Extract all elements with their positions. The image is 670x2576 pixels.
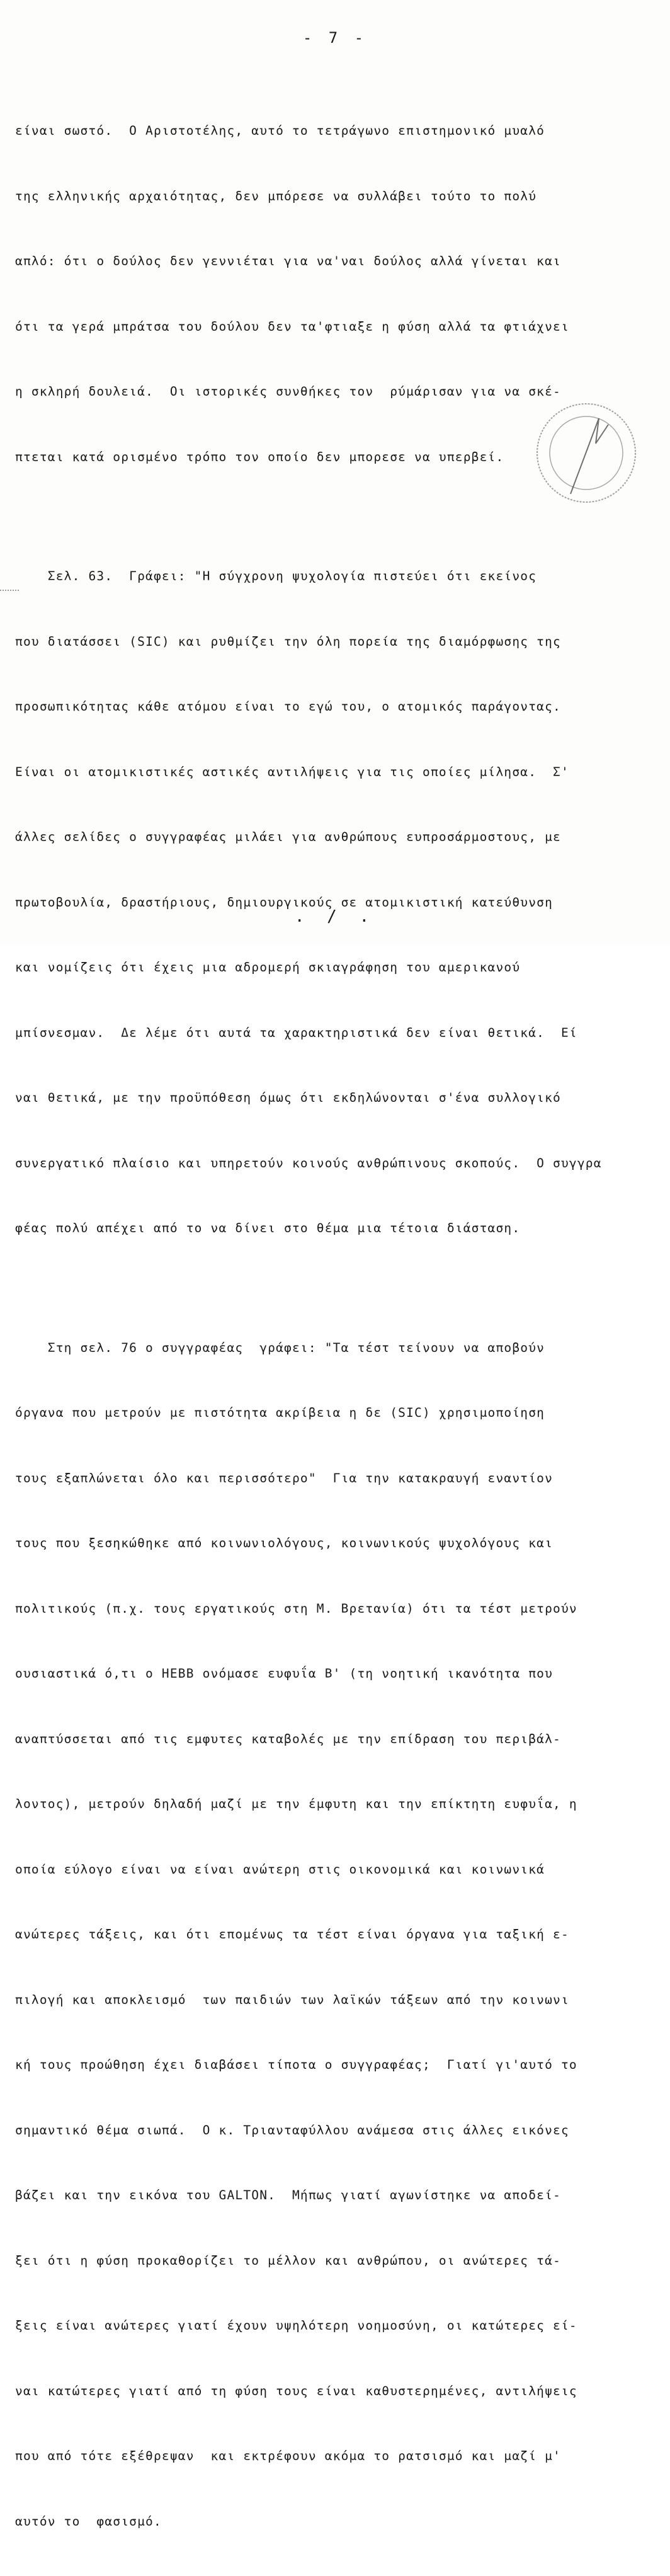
text-line: ουσιαστικά ό,τι ο HEBB ονόμασε ευφυΐα Β' (τη νοητική ικανότητα που	[15, 1666, 554, 1681]
scan-margin-mark	[0, 590, 19, 596]
text-line: φέας πολύ απέχει από το να δίνει στο θέμα μια τέτοια διάσταση.	[15, 1221, 521, 1235]
text-line: Σελ. 63. Γράφει: "Η σύγχρονη ψυχολογία πιστεύει ότι εκείνος	[15, 569, 537, 583]
text-line: πολιτικούς (π.χ. τους εργατικούς στη Μ. Βρετανία) ότι τα τέστ μετρούν	[15, 1601, 577, 1616]
text-line: μπίσνεσμαν. Δε λέμε ότι αυτά τα χαρακτηριστικά δεν είναι θετικά. Εί	[15, 1025, 577, 1040]
text-line: ξεις είναι ανώτερες γιατί έχουν υψηλότερη νοημοσύνη, οι κατώτερες εί-	[15, 2318, 577, 2333]
text-line: Είναι οι ατομικιστικές αστικές αντιλήψεις για τις οποίες μίλησα. Σ'	[15, 764, 569, 779]
text-line: ξει ότι η φύση προκαθορίζει το μέλλον και ανθρώπου, οι ανώτερες τά-	[15, 2253, 561, 2268]
text-line: πτεται κατά ορισμένο τρόπο τον οποίο δεν μπορεσε να υπερβεί.	[15, 449, 504, 464]
text-line: τους που ξεσηκώθηκε από κοινωνιολόγους, κοινωνικούς ψυχολόγους και	[15, 1536, 554, 1550]
text-line: άλλες σελίδες ο συγγραφέας μιλάει για ανθρώπους ευπροσάρμοστους, με	[15, 830, 561, 844]
text-line: όργανα που μετρούν με πιστότητα ακρίβεια η δε (SIC) χρησιμοποίηση	[15, 1405, 545, 1420]
text-line: πρωτοβουλία, δραστήριους, δημιουργικούς σε ατομικιστική κατεύθυνση	[15, 895, 554, 910]
text-line: που από τότε εξέθρεψαν και εκτρέφουν ακόμα το ρατσισμό και μαζί μ'	[15, 2449, 561, 2463]
text-line: βάζει και την εικόνα του GALTON. Μήπως γιατί αγωνίστηκε να αποδεί-	[15, 2188, 561, 2202]
text-line: οποία εύλογο είναι να είναι ανώτερη στις οικονομικά και κοινωνικά	[15, 1862, 545, 1877]
text-line: ναι θετικά, με την προϋπόθεση όμως ότι εκδηλώνονται σ'ένα συλλογικό	[15, 1091, 561, 1105]
text-line: της ελληνικής αρχαιότητας, δεν μπόρεσε να συλλάβει τούτο το πολύ	[15, 188, 537, 203]
text-line: απλό: ότι ο δούλος δεν γεννιέται για να'ναι δούλος αλλά γίνεται και	[15, 254, 561, 268]
continuation-mark: . / .	[294, 907, 376, 926]
text-line: τους εξαπλώνεται όλο και περισσότερο" Για την κατακραυγή εναντίον	[15, 1470, 554, 1485]
text-line: Στη σελ. 76 ο συγγραφέας γράφει: "Τα τέστ τείνουν να αποβούν	[15, 1340, 545, 1355]
paragraph-gap	[15, 512, 657, 522]
text-line: η σκληρή δουλειά. Οι ιστορικές συνθήκες τον ρύμάρισαν για να σκέ-	[15, 384, 561, 399]
text-line: σημαντικό θέμα σιωπά. Ο κ. Τριανταφύλλου ανάμεσα στις άλλες εικόνες	[15, 2122, 569, 2138]
text-line: είναι σωστό. Ο Αριστοτέλης, αυτό το τετράγωνο επιστημονικό μυαλό	[15, 123, 545, 138]
text-line: ότι τα γερά μπράτσα του δούλου δεν τα'φτιαξε η φύση αλλά τα φτιάχνει	[15, 319, 569, 334]
text-line: ανώτερες τάξεις, και ότι επομένως τα τέστ είναι όργανα για ταξική ε-	[15, 1927, 569, 1942]
text-line: αναπτύσσεται από τις εμφυτες καταβολές με την επίδραση του περιβάλ-	[15, 1731, 561, 1746]
text-line: κή τους προώθηση έχει διαβάσει τίποτα ο συγγραφέας; Γιατί γι'αυτό το	[15, 2058, 577, 2072]
text-line: που διατάσσει (SIC) και ρυθμίζει την όλη πορεία της διαμόρφωσης της	[15, 634, 561, 649]
text-line: πιλογή και αποκλεισμό των παιδιών των λαϊκών τάξεων από την κοινωνι	[15, 1992, 569, 2007]
paragraph-gap	[15, 1283, 657, 1294]
text-line: και νομίζεις ότι έχεις μια αδρομερή σκιαγράφηση του αμερικανού	[15, 960, 521, 975]
text-line: αυτόν το φασισμό.	[15, 2514, 162, 2529]
text-line: ναι κατώτερες γιατί από τη φύση τους είναι καθυστερημένες, αντιλήψεις	[15, 2383, 577, 2398]
text-line: λοντος), μετρούν δηλαδή μαζί με την έμφυτη και την επίκτητη ευφυΐα, η	[15, 1797, 577, 1811]
page-number: - 7 -	[302, 29, 368, 47]
archive-stamp	[533, 399, 640, 507]
text-line: συνεργατικό πλαίσιο και υπηρετούν κοινούς ανθρώπινους σκοπούς. Ο συγγρα	[15, 1155, 602, 1171]
text-line: προσωπικότητας κάθε ατόμου είναι το εγώ του, ο ατομικός παράγοντας.	[15, 699, 561, 714]
